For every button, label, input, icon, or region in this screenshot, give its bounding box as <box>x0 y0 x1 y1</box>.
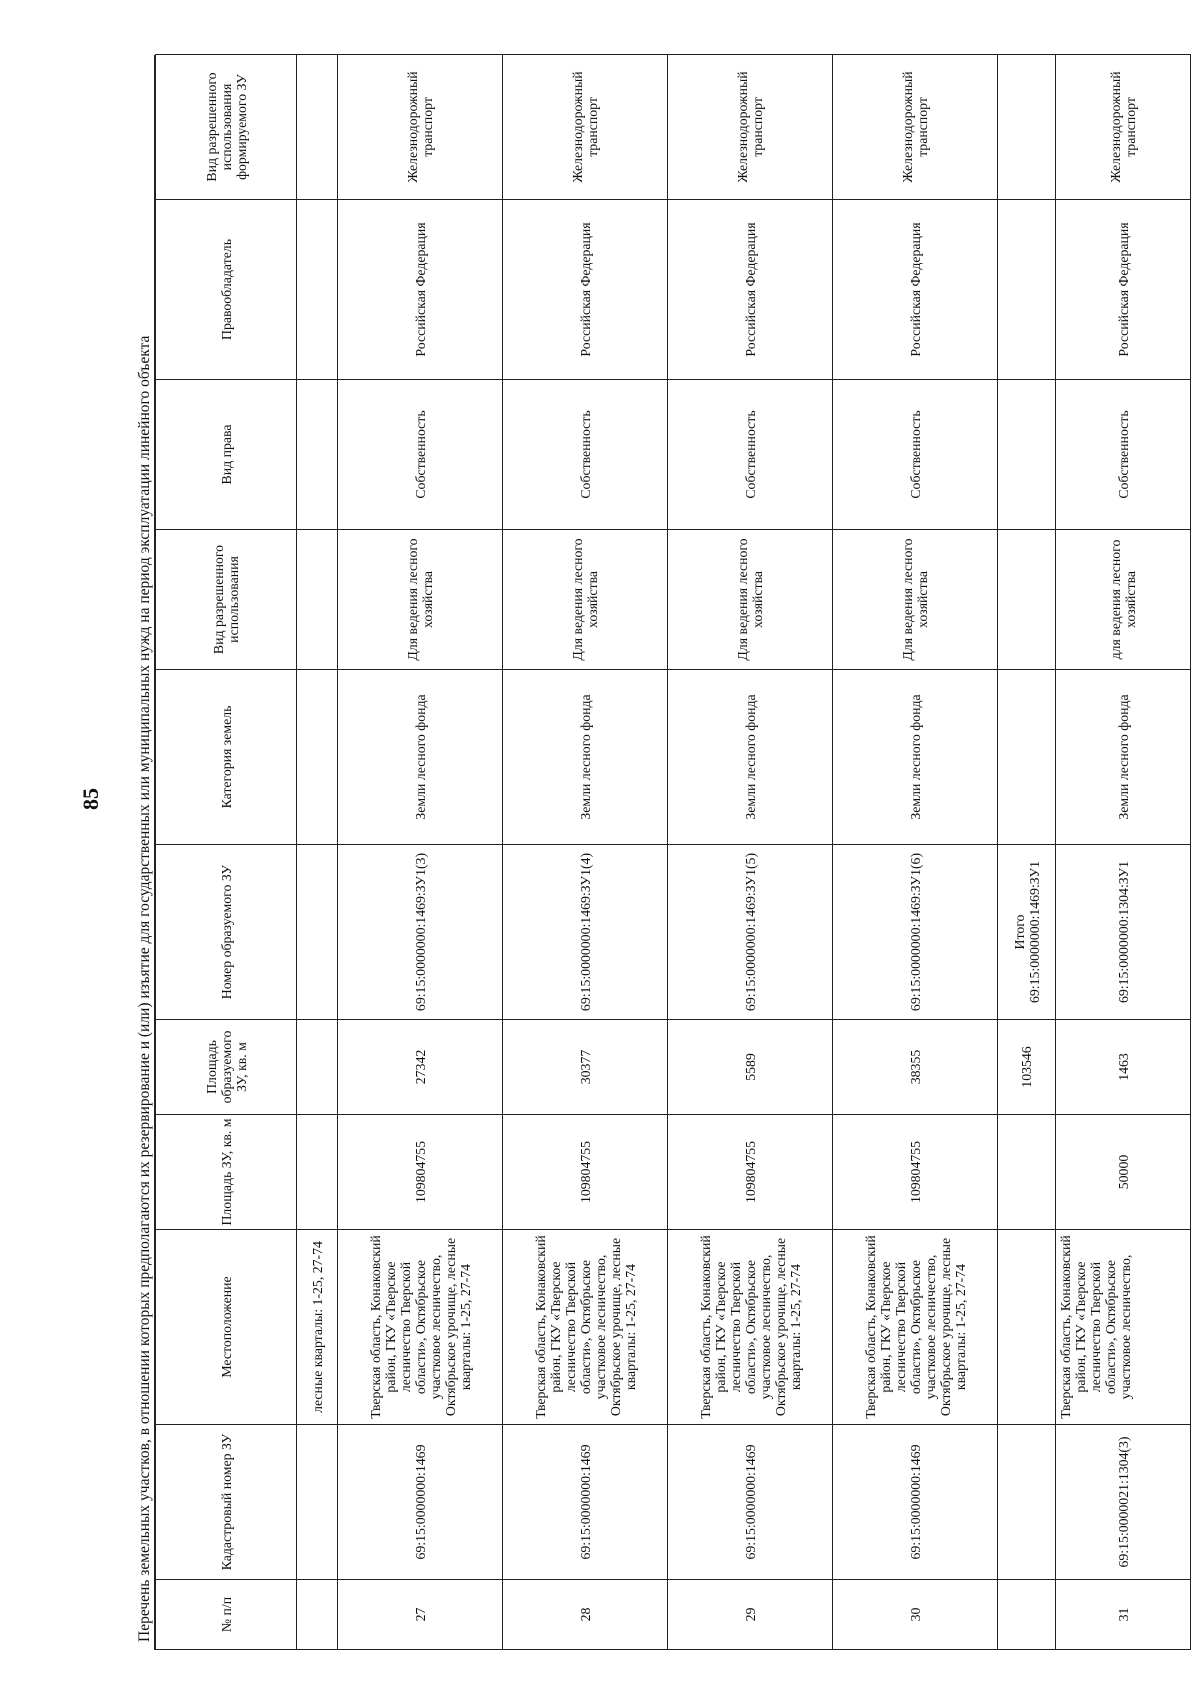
table-cell <box>998 200 1056 380</box>
table-cell <box>297 845 338 1020</box>
table-cell: 27342 <box>338 1020 503 1115</box>
table-cell <box>297 1580 338 1650</box>
header-cell: Вид разрешенного использования формируемого ЗУ <box>156 55 297 200</box>
table-cell <box>998 380 1056 530</box>
header-cell: Площадь образуемого ЗУ, кв. м <box>156 1020 297 1115</box>
table-cell: Железнодорожный транспорт <box>833 55 998 200</box>
table-cell: 69:15:0000000:1469:ЗУ1(3) <box>338 845 503 1020</box>
table-cell <box>998 530 1056 670</box>
table-row <box>503 55 668 1650</box>
table-cell: 29 <box>668 1580 833 1650</box>
table-cell: Земли лесного фонда <box>833 670 998 845</box>
table-cell: 109804755 <box>503 1115 668 1230</box>
page-number: 85 <box>78 788 103 810</box>
table-cell: 109804755 <box>833 1115 998 1230</box>
land-plots-table <box>155 54 1191 1650</box>
table-cell: Железнодорожный транспорт <box>668 55 833 200</box>
table-cell <box>297 380 338 530</box>
table-cell: Собственность <box>503 380 668 530</box>
table-cell: 69:15:0000000:1469 <box>503 1425 668 1580</box>
table-cell <box>998 1580 1056 1650</box>
table-cell: 1463 <box>1056 1020 1191 1115</box>
table-cell: 27 <box>338 1580 503 1650</box>
table-cell: для ведения лесного хозяйства <box>1056 530 1191 670</box>
table-cell: 69:15:0000000:1469:ЗУ1(5) <box>668 845 833 1020</box>
table-cell: Земли лесного фонда <box>338 670 503 845</box>
table-cell: 103546 <box>998 1020 1056 1115</box>
table-cell: 38355 <box>833 1020 998 1115</box>
table-cell: 109804755 <box>668 1115 833 1230</box>
header-cell: Категория земель <box>156 670 297 845</box>
header-cell: Вид разрешенного использования <box>156 530 297 670</box>
table-cell: Для ведения лесного хозяйства <box>833 530 998 670</box>
table-cell: 28 <box>503 1580 668 1650</box>
table-cell <box>297 670 338 845</box>
table-cell: Российская Федерация <box>503 200 668 380</box>
table-cell: 69:15:0000000:1304:ЗУ1 <box>1056 845 1191 1020</box>
table-cell <box>998 670 1056 845</box>
table-cell: 30 <box>833 1580 998 1650</box>
table-cell: Для ведения лесного хозяйства <box>338 530 503 670</box>
table-row <box>833 55 998 1650</box>
table-cell: Для ведения лесного хозяйства <box>668 530 833 670</box>
header-cell: Площадь ЗУ, кв. м <box>156 1115 297 1230</box>
table-cell: Тверская область, Конаковский район, ГКУ «Тверское лесничество Тверской области», Октябрьское участковое лесничество, Октябрьское урочище, лесные кварталы: 1-25, 27-74 <box>833 1230 998 1425</box>
table-cell: Железнодорожный транспорт <box>503 55 668 200</box>
table-cell: Железнодорожный транспорт <box>338 55 503 200</box>
table-row <box>297 55 338 1650</box>
table-cell: 5589 <box>668 1020 833 1115</box>
header-cell: № п/п <box>156 1580 297 1650</box>
header-cell: Местоположение <box>156 1230 297 1425</box>
table-cell: 69:15:0000000:1469:ЗУ1(6) <box>833 845 998 1020</box>
table-cell: Российская Федерация <box>1056 200 1191 380</box>
header-row <box>156 55 297 1650</box>
total-row <box>998 55 1056 1650</box>
table-cell: 69:15:0000000:1469:ЗУ1(4) <box>503 845 668 1020</box>
table-title: Перечень земельных участков, в отношении которых предполагаются их резервирование и (или) изъятие для государственных или муниципальных нужд на период эксплуатации линейного объекта <box>136 55 155 1650</box>
table-row <box>338 55 503 1650</box>
table-cell: Российская Федерация <box>833 200 998 380</box>
table-cell: Для ведения лесного хозяйства <box>503 530 668 670</box>
table-cell: 50000 <box>1056 1115 1191 1230</box>
table-cell <box>998 1425 1056 1580</box>
table-cell: лесные кварталы: 1-25, 27-74 <box>297 1230 338 1425</box>
document-table-area <box>136 55 1136 1650</box>
table-cell <box>297 1115 338 1230</box>
table-cell <box>297 200 338 380</box>
table-cell <box>297 55 338 200</box>
table-cell: Собственность <box>338 380 503 530</box>
table-cell: 31 <box>1056 1580 1191 1650</box>
table-cell: Российская Федерация <box>338 200 503 380</box>
table-cell: 69:15:0000000:1469 <box>668 1425 833 1580</box>
table-cell: Итого 69:15:0000000:1469:ЗУ1 <box>998 845 1056 1020</box>
table-cell: Тверская область, Конаковский район, ГКУ «Тверское лесничество Тверской области», Октябрьское участковое лесничество, Октябрьское урочище, лесные кварталы: 1-25, 27-74 <box>338 1230 503 1425</box>
table-cell: Тверская область, Конаковский район, ГКУ «Тверское лесничество Тверской области», Октябрьское участковое лесничество, Октябрьское урочище, лесные кварталы: 1-25, 27-74 <box>668 1230 833 1425</box>
table-row <box>1056 55 1191 1650</box>
table-cell: Земли лесного фонда <box>503 670 668 845</box>
table-cell: Российская Федерация <box>668 200 833 380</box>
table-cell: Собственность <box>833 380 998 530</box>
table-cell: Земли лесного фонда <box>668 670 833 845</box>
header-cell: Кадастровый номер ЗУ <box>156 1425 297 1580</box>
table-cell: Собственность <box>1056 380 1191 530</box>
table-cell <box>998 55 1056 200</box>
header-cell: Правообладатель <box>156 200 297 380</box>
table-row <box>668 55 833 1650</box>
table-cell: Тверская область, Конаковский район, ГКУ «Тверское лесничество Тверской области», Октябрьское участковое лесничество, Октябрьское урочище, лесные кварталы: 1-25, 27-74 <box>503 1230 668 1425</box>
table-cell: 69:15:0000000:1469 <box>338 1425 503 1580</box>
table-cell: Тверская область, Конаковский район, ГКУ «Тверское лесничество Тверской области», Октябрьское участковое лесничество, <box>1056 1230 1191 1425</box>
table-cell <box>998 1115 1056 1230</box>
table-cell: Земли лесного фонда <box>1056 670 1191 845</box>
table-cell: 69:15:0000021:1304(3) <box>1056 1425 1191 1580</box>
table-cell <box>297 1020 338 1115</box>
table-cell <box>297 1425 338 1580</box>
table-cell <box>998 1230 1056 1425</box>
table-cell: 109804755 <box>338 1115 503 1230</box>
table-cell: Собственность <box>668 380 833 530</box>
table-cell: 30377 <box>503 1020 668 1115</box>
header-cell: Номер образуемого ЗУ <box>156 845 297 1020</box>
table-cell: 69:15:0000000:1469 <box>833 1425 998 1580</box>
header-cell: Вид права <box>156 380 297 530</box>
table-cell <box>297 530 338 670</box>
table-cell: Железнодорожный транспорт <box>1056 55 1191 200</box>
